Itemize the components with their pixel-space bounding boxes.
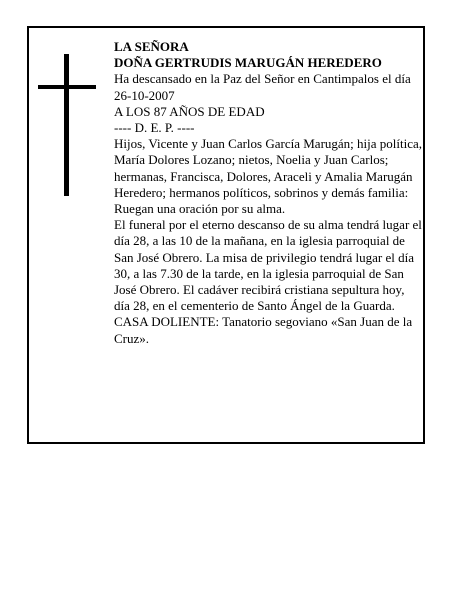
age-line: A LOS 87 AÑOS DE EDAD: [114, 103, 265, 119]
obituary-title: LA SEÑORA: [114, 39, 189, 54]
mourning-house: CASA DOLIENTE: Tanatorio segoviano «San Juan de la Cruz».: [114, 314, 413, 346]
cross-horizontal-bar: [38, 85, 96, 89]
obituary-text: [114, 39, 422, 347]
funeral-paragraph: El funeral por el eterno descanso de su alma tendrá lugar el día 28, a las 10 de la mañana, en la iglesia parroquial de San José Obrero. La misa de privilegio tendrá lugar el día 30, a las 7.30 de la tarde, en la iglesia parroquial de San José Obrero. El cadáver recibirá cristiana sepultura hoy, día 28, en el cementerio de Santo Ángel de la Guarda.: [114, 217, 422, 314]
rip-line: ---- D. E. P. ----: [114, 120, 195, 136]
cross-vertical-bar: [64, 54, 69, 196]
prayer-line: Ruegan una oración por su alma.: [114, 201, 286, 217]
family-paragraph: Hijos, Vicente y Juan Carlos García Marugán; hija política, María Dolores Lozano; nietos, Noelia y Juan Carlos; hermanas, Francisca, Dolores, Araceli y Amalia Marugán Heredero; hermanos políticos, sobrinos y demás familia:: [114, 136, 423, 200]
deceased-name: DOÑA GERTRUDIS MARUGÁN HEREDERO: [114, 55, 382, 71]
rested-statement: Ha descansado en la Paz del Señor en Cantimpalos el día 26-10-2007: [114, 71, 411, 103]
